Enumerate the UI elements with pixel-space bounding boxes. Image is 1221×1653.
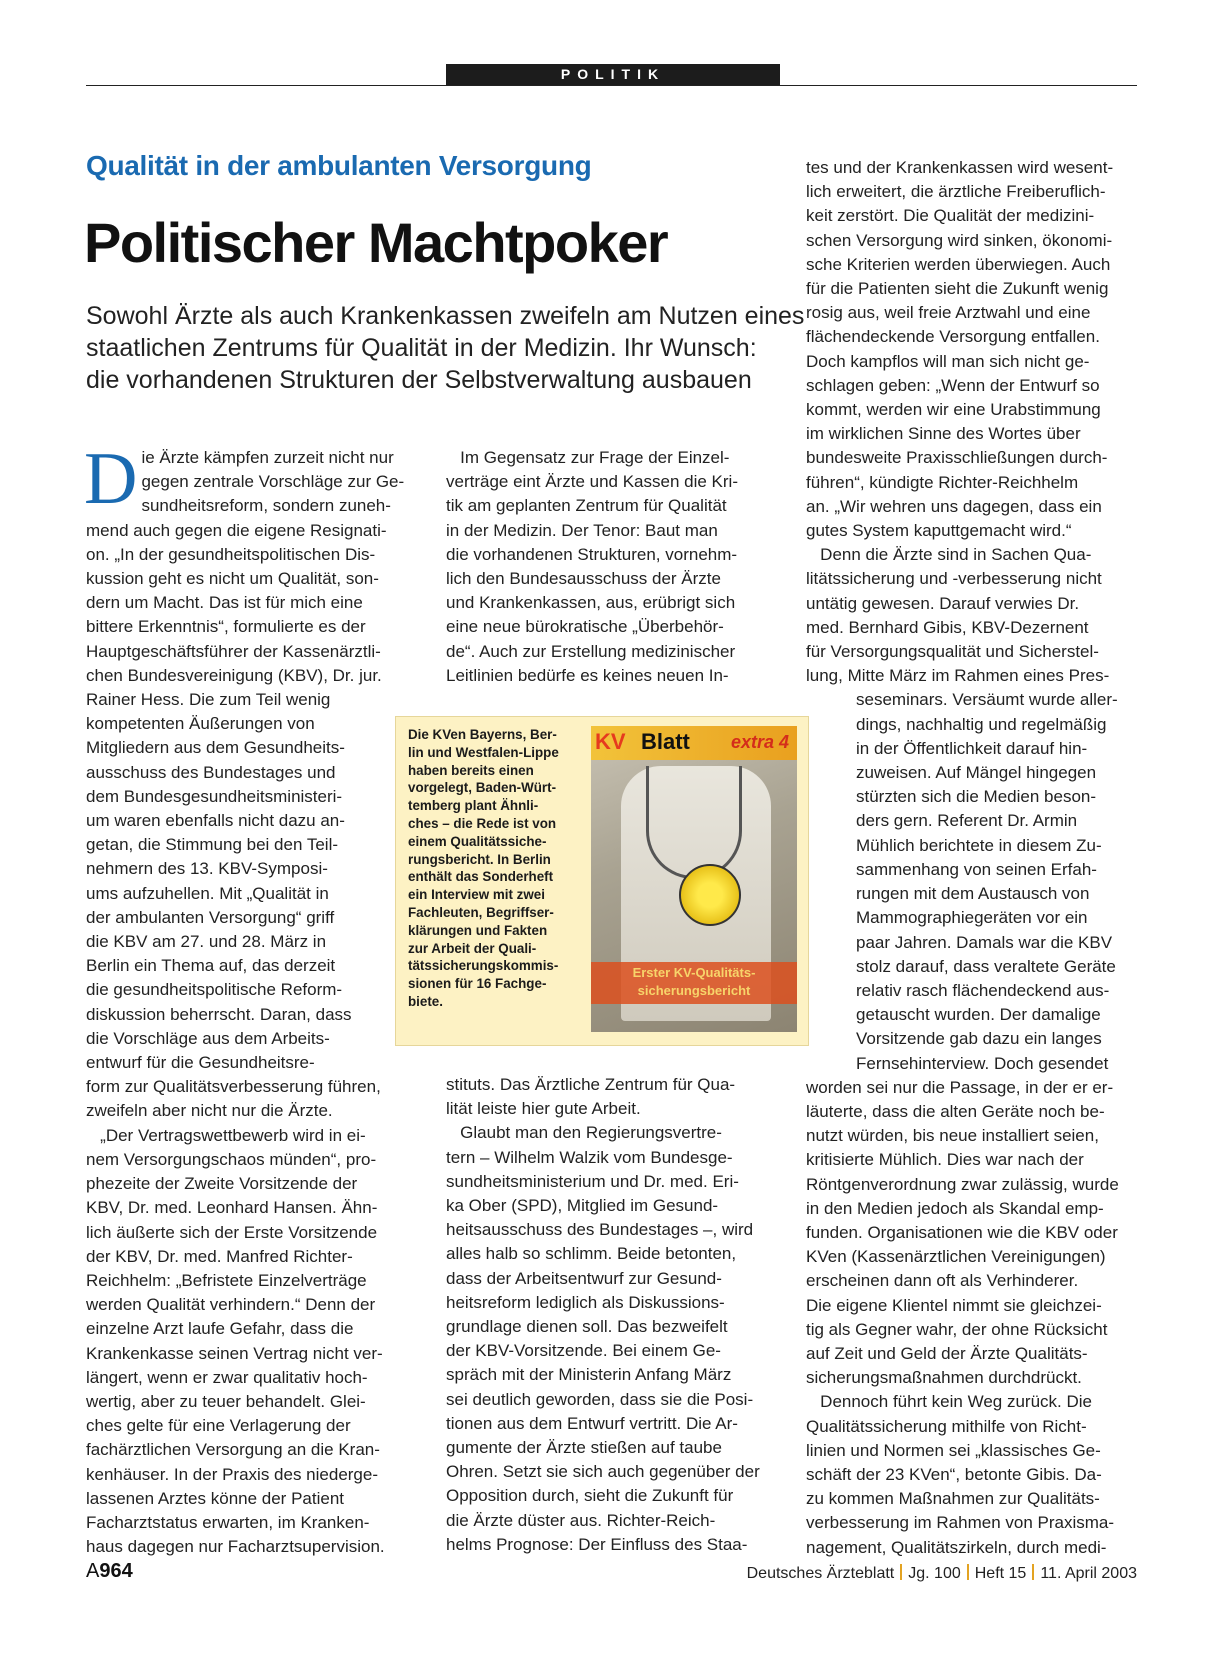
- page-number: [86, 1560, 133, 1583]
- cover-band: Erster KV-Qualitäts- sicherungsbericht: [591, 962, 797, 1004]
- text-line: die gesundheitspolitische Reform-: [86, 980, 343, 1000]
- text-line: eine neue bürokratische „Überbehör-: [446, 617, 724, 637]
- text-line: Rainer Hess. Die zum Teil wenig: [86, 690, 331, 710]
- text-line: diskussion beherrscht. Daran, dass: [86, 1004, 352, 1024]
- kicker: Qualität in der ambulanten Versorgung: [86, 150, 592, 181]
- text-line: stürzten sich die Medien beson-: [856, 787, 1097, 807]
- text-line: kenhäuser. In der Praxis des niederge-: [86, 1464, 379, 1484]
- text-line: form zur Qualitätsverbesserung führen,: [86, 1077, 381, 1097]
- text-line: zweifeln aber nicht nur die Ärzte.: [86, 1101, 333, 1121]
- text-line: temberg plant Ähnli-: [408, 798, 539, 814]
- text-line: Fernsehinterview. Doch gesendet: [856, 1053, 1109, 1073]
- text-line: verträge eint Ärzte und Kassen die Kri-: [446, 472, 738, 492]
- text-line: Mühlich berichtete in diesem Zu-: [856, 835, 1102, 855]
- text-line: sammenhang von seinen Erfah-: [856, 859, 1097, 879]
- text-line: die vorhandenen Strukturen, vornehm-: [446, 544, 738, 564]
- text-line: die Vorschläge aus dem Arbeits-: [86, 1028, 330, 1048]
- text-line: chen Bundesvereinigung (KBV), Dr. jur.: [86, 665, 382, 685]
- text-line: Doch kampflos will man sich nicht ge-: [806, 351, 1090, 371]
- text-line: dem Bundesgesundheitsministeri-: [86, 786, 343, 806]
- page-num: 964: [99, 1560, 133, 1582]
- text-line: tionen aus dem Entwurf vertritt. Die Ar-: [446, 1413, 738, 1433]
- text-line: funden. Organisationen wie die KBV oder: [806, 1222, 1118, 1242]
- footer-divider: [1032, 1564, 1034, 1580]
- text-line: Denn die Ärzte sind in Sachen Qua-: [806, 545, 1092, 565]
- text-line: sei deutlich geworden, dass sie die Posi-: [446, 1389, 754, 1409]
- cover-title: Blatt: [641, 729, 690, 754]
- text-line: nehmern des 13. KBV-Symposi-: [86, 859, 328, 879]
- footer-credits: [747, 1564, 1137, 1583]
- text-line: mend auch gegen die eigene Resignati-: [86, 520, 387, 540]
- text-line: Qualitätssicherung mithilfe von Richt-: [806, 1416, 1087, 1436]
- text-line: der KBV-Vorsitzende. Bei einem Ge-: [446, 1341, 721, 1361]
- text-line: auf Zeit und Geld der Ärzte Qualitäts-: [806, 1343, 1088, 1363]
- text-line: wertig, aber zu teuer behandelt. Glei-: [86, 1391, 366, 1411]
- text-line: getan, die Stimmung bei den Teil-: [86, 835, 339, 855]
- text-line: ders gern. Referent Dr. Armin: [856, 811, 1078, 831]
- text-line: gumente der Ärzte stießen auf taube: [446, 1438, 722, 1458]
- text-line: sicherungsmaßnahmen durchdrückt.: [806, 1368, 1082, 1388]
- text-line: ches gelte für eine Verlagerung der: [86, 1416, 351, 1436]
- text-line: Mammographiegeräten vor ein: [856, 908, 1088, 928]
- text-line: schen Versorgung wird sinken, ökonomi-: [806, 230, 1113, 250]
- text-line: Glaubt man den Regierungsvertre-: [446, 1123, 722, 1143]
- text-line: an. „Wir wehren uns dagegen, dass ein: [806, 496, 1102, 516]
- text-line: Im Gegensatz zur Frage der Einzel-: [446, 448, 730, 467]
- text-line: in den Medien jedoch als Skandal emp-: [806, 1198, 1104, 1218]
- text-line: stituts. Das Ärztliche Zentrum für Qua-: [446, 1075, 736, 1094]
- text-line: bundesweite Praxisschließungen durch-: [806, 448, 1108, 468]
- text-line: alles halb so schlimm. Beide betonten,: [446, 1244, 737, 1264]
- text-line: nutzt würden, bis neue installiert seien,: [806, 1126, 1099, 1146]
- article-column-1: [84, 438, 420, 1559]
- page-prefix: A: [86, 1560, 100, 1582]
- text-line: paar Jahren. Damals war die KBV: [856, 932, 1113, 952]
- text-line: Berlin ein Thema auf, das derzeit: [86, 956, 336, 976]
- text-line: Ohren. Setzt sie sich auch gegenüber der: [446, 1462, 760, 1482]
- lead-paragraph: [86, 300, 805, 396]
- text-line: rosig aus, weil freie Arztwahl und eine: [806, 303, 1091, 323]
- section-label: POLITIK: [446, 64, 780, 85]
- article-column-2-top: [446, 446, 780, 688]
- text-line: lich äußerte sich der Erste Vorsitzende: [86, 1222, 378, 1242]
- text-line: sundheitsministerium und Dr. med. Eri-: [446, 1171, 739, 1191]
- text-line: dern um Macht. Das ist für mich eine: [86, 593, 363, 613]
- text-line: der ambulanten Versorgung“ griff: [86, 907, 335, 927]
- text-line: keit zerstört. Die Qualität der medizini-: [806, 206, 1095, 226]
- text-line: Hauptgeschäftsführer der Kassenärztli-: [86, 641, 381, 661]
- text-line: ie Ärzte kämpfen zurzeit nicht nur: [141, 448, 394, 467]
- text-line: helms Prognose: Der Einfluss des Staa-: [446, 1534, 748, 1554]
- text-line: verbesserung im Rahmen von Praxisma-: [806, 1513, 1115, 1533]
- article-column-3: [806, 156, 1140, 1560]
- headline: Politischer Machtpoker: [84, 211, 668, 274]
- text-line: haus dagegen nur Facharztsupervision.: [86, 1537, 385, 1557]
- text-line: die vorhandenen Strukturen der Selbstverwaltung ausbauen: [86, 366, 752, 394]
- text-line: linien und Normen sei „klassisches Ge-: [806, 1440, 1101, 1460]
- text-line: und Krankenkassen, aus, erübrigt sich: [446, 593, 736, 613]
- text-line: grundlage dienen soll. Das bezweifelt: [446, 1317, 728, 1337]
- article-column-2-bottom: [446, 1073, 780, 1557]
- footer-divider: [900, 1564, 902, 1580]
- text-line: gutes System kaputtgemacht wird.“: [806, 521, 1072, 541]
- text-line: einem Qualitätssiche-: [408, 833, 547, 849]
- text-line: „Der Vertragswettbewerb wird in ei-: [86, 1125, 366, 1145]
- text-line: tes und der Krankenkassen wird wesent-: [806, 158, 1114, 177]
- text-line: Facharztstatus erwarten, im Kranken-: [86, 1512, 370, 1532]
- callout-text: [408, 726, 578, 1011]
- text-line: schlagen geben: „Wenn der Entwurf so: [806, 375, 1100, 395]
- text-line: Die eigene Klientel nimmt sie gleichzei-: [806, 1295, 1102, 1315]
- text-line: werden Qualität verhindern.“ Denn der: [86, 1295, 376, 1315]
- text-line: sundheitsreform, sondern zuneh-: [141, 496, 391, 516]
- text-line: schäft der 23 KVen“, betonte Gibis. Da-: [806, 1464, 1102, 1484]
- text-line: heitsausschuss des Bundestages –, wird: [446, 1220, 754, 1240]
- stethoscope-icon: [646, 766, 742, 879]
- text-line: de“. Auch zur Erstellung medizinischer: [446, 641, 736, 661]
- text-line: tik am geplanten Zentrum für Qualität: [446, 496, 727, 516]
- text-line: Fachleuten, Begriffser-: [408, 904, 554, 920]
- text-line: relativ rasch flächendeckend aus-: [856, 980, 1110, 1000]
- journal-date: 11. April 2003: [1040, 1565, 1137, 1582]
- magazine-cover-image: [591, 726, 797, 1032]
- quality-seal-icon: [679, 864, 741, 926]
- text-line: einzelne Arzt laufe Gefahr, dass die: [86, 1319, 354, 1339]
- text-line: ausschuss des Bundestages und: [86, 762, 336, 782]
- journal-volume: Jg. 100: [908, 1565, 961, 1582]
- text-line: der KBV, Dr. med. Manfred Richter-: [86, 1246, 353, 1266]
- cover-extra: extra 4: [730, 732, 789, 752]
- text-line: staatlichen Zentrums für Qualität in der Medizin. Ihr Wunsch:: [86, 334, 757, 362]
- text-line: zuweisen. Auf Mängel hingegen: [856, 763, 1097, 783]
- text-line: nagement, Qualitätszirkeln, durch medi-: [806, 1537, 1107, 1557]
- text-line: bittere Erkenntnis“, formulierte es der: [86, 617, 366, 637]
- text-line: spräch mit der Ministerin Anfang März: [446, 1365, 732, 1385]
- text-line: im wirklichen Sinne des Wortes über: [806, 424, 1081, 444]
- text-line: längert, wenn er zwar qualitativ hoch-: [86, 1367, 368, 1387]
- text-line: zu kommen Maßnahmen zur Qualitäts-: [806, 1489, 1100, 1509]
- text-line: läuterte, dass die alten Geräte noch be-: [806, 1101, 1105, 1121]
- text-line: Die KVen Bayerns, Ber-: [408, 727, 557, 742]
- text-line: stolz darauf, dass veraltete Geräte: [856, 956, 1116, 976]
- text-line: kritisierte Mühlich. Dies war nach der: [806, 1150, 1084, 1170]
- text-line: Reichhelm: „Befristete Einzelverträge: [86, 1270, 367, 1290]
- text-line: entwurf für die Gesundheitsre-: [86, 1053, 315, 1073]
- text-line: lassenen Arztes könne der Patient: [86, 1488, 344, 1508]
- text-line: lung, Mitte März im Rahmen eines Pres-: [806, 666, 1110, 686]
- text-line: vorgelegt, Baden-Würt-: [408, 780, 557, 796]
- text-line: lich erweitert, die ärztliche Freiberuflich-: [806, 182, 1106, 202]
- text-line: litätssicherung und -verbesserung nicht: [806, 569, 1102, 589]
- text-line: on. „In der gesundheitspolitischen Dis-: [86, 544, 376, 564]
- text-line: führen“, kündigte Richter-Reichhelm: [806, 472, 1079, 492]
- text-line: Mitgliedern aus dem Gesundheits-: [86, 738, 345, 758]
- text-line: ka Ober (SPD), Mitglied im Gesund-: [446, 1196, 719, 1216]
- text-line: für die Patienten sieht die Zukunft wenig: [806, 279, 1109, 299]
- text-line: kompetenten Äußerungen von: [86, 714, 315, 734]
- text-line: ums aufzuhellen. Mit „Qualität in: [86, 883, 329, 903]
- text-line: haben bereits einen: [408, 762, 534, 778]
- text-line: lin und Westfalen-Lippe: [408, 744, 559, 760]
- text-line: sionen für 16 Fachge-: [408, 976, 547, 992]
- text-line: enthält das Sonderheft: [408, 869, 554, 885]
- text-line: nem Versorgungschaos münden“, pro-: [86, 1149, 377, 1169]
- text-line: Leitlinien bedürfe es keines neuen In-: [446, 665, 729, 685]
- text-line: sche Kriterien werden überwiegen. Auch: [806, 254, 1111, 274]
- text-line: flächendeckende Versorgung entfallen.: [806, 327, 1100, 347]
- text-line: Röntgenverordnung zwar zulässig, wurde: [806, 1174, 1119, 1194]
- text-line: heitsreform lediglich als Diskussions-: [446, 1292, 725, 1312]
- text-line: biete.: [408, 993, 443, 1009]
- text-line: Opposition durch, sieht die Zukunft für: [446, 1486, 734, 1506]
- text-line: Sowohl Ärzte als auch Krankenkassen zweifeln am Nutzen eines: [86, 302, 805, 330]
- text-line: rungsbericht. In Berlin: [408, 851, 551, 867]
- text-line: die KBV am 27. und 28. März in: [86, 932, 327, 952]
- text-line: med. Bernhard Gibis, KBV-Dezernent: [806, 617, 1089, 637]
- text-line: erscheinen dann oft als Verhinderer.: [806, 1271, 1079, 1291]
- text-line: klärungen und Fakten: [408, 922, 548, 938]
- text-line: kommt, werden wir eine Urabstimmung: [806, 400, 1101, 420]
- text-line: lich den Bundesausschuss der Ärzte: [446, 569, 721, 589]
- text-line: tern – Wilhelm Walzik vom Bundesge-: [446, 1147, 733, 1167]
- text-line: ches – die Rede ist von: [408, 815, 557, 831]
- footer-divider: [967, 1564, 969, 1580]
- text-line: KBV, Dr. med. Leonhard Hansen. Ähn-: [86, 1198, 378, 1218]
- sidebar-callout: [395, 716, 809, 1046]
- text-line: tätssicherungskommis-: [408, 958, 559, 974]
- dropcap: D: [84, 438, 138, 520]
- text-line: um waren ebenfalls nicht dazu an-: [86, 811, 345, 831]
- text-line: fachärztlichen Versorgung an die Kran-: [86, 1440, 380, 1460]
- text-line: phezeite der Zweite Vorsitzende der: [86, 1174, 358, 1194]
- text-line: Krankenkasse seinen Vertrag nicht ver-: [86, 1343, 383, 1363]
- text-line: kussion geht es nicht um Qualität, son-: [86, 569, 379, 589]
- text-line: zur Arbeit der Quali-: [408, 940, 537, 956]
- text-line: seseminars. Versäumt wurde aller-: [856, 690, 1118, 710]
- text-line: die Ärzte düster aus. Richter-Reich-: [446, 1510, 716, 1530]
- text-line: Vorsitzende gab dazu ein langes: [856, 1029, 1102, 1049]
- text-line: dass der Arbeitsentwurf zur Gesund-: [446, 1268, 722, 1288]
- text-line: rungen mit dem Austausch von: [856, 884, 1090, 904]
- text-line: Dennoch führt kein Weg zurück. Die: [806, 1392, 1092, 1412]
- text-line: lität leiste hier gute Arbeit.: [446, 1099, 641, 1119]
- text-line: untätig gewesen. Darauf verwies Dr.: [806, 593, 1080, 613]
- text-line: ein Interview mit zwei: [408, 887, 545, 903]
- cover-logo: KV: [595, 729, 626, 754]
- journal-issue: Heft 15: [974, 1565, 1027, 1582]
- text-line: dings, nachhaltig und regelmäßig: [856, 714, 1107, 734]
- text-line: tig als Gegner wahr, der ohne Rücksicht: [806, 1319, 1108, 1339]
- text-line: für Versorgungsqualität und Sicherstel-: [806, 642, 1099, 662]
- text-line: in der Medizin. Der Tenor: Baut man: [446, 520, 718, 540]
- journal-name: Deutsches Ärzteblatt: [746, 1565, 895, 1582]
- text-line: getauscht wurden. Der damalige: [856, 1005, 1101, 1025]
- text-line: in der Öffentlichkeit darauf hin-: [856, 738, 1088, 758]
- text-line: worden sei nur die Passage, in der er er-: [806, 1077, 1114, 1097]
- text-line: KVen (Kassenärztlichen Vereinigungen): [806, 1247, 1106, 1267]
- top-rule: [86, 85, 1137, 86]
- text-line: gegen zentrale Vorschläge zur Ge-: [141, 472, 405, 492]
